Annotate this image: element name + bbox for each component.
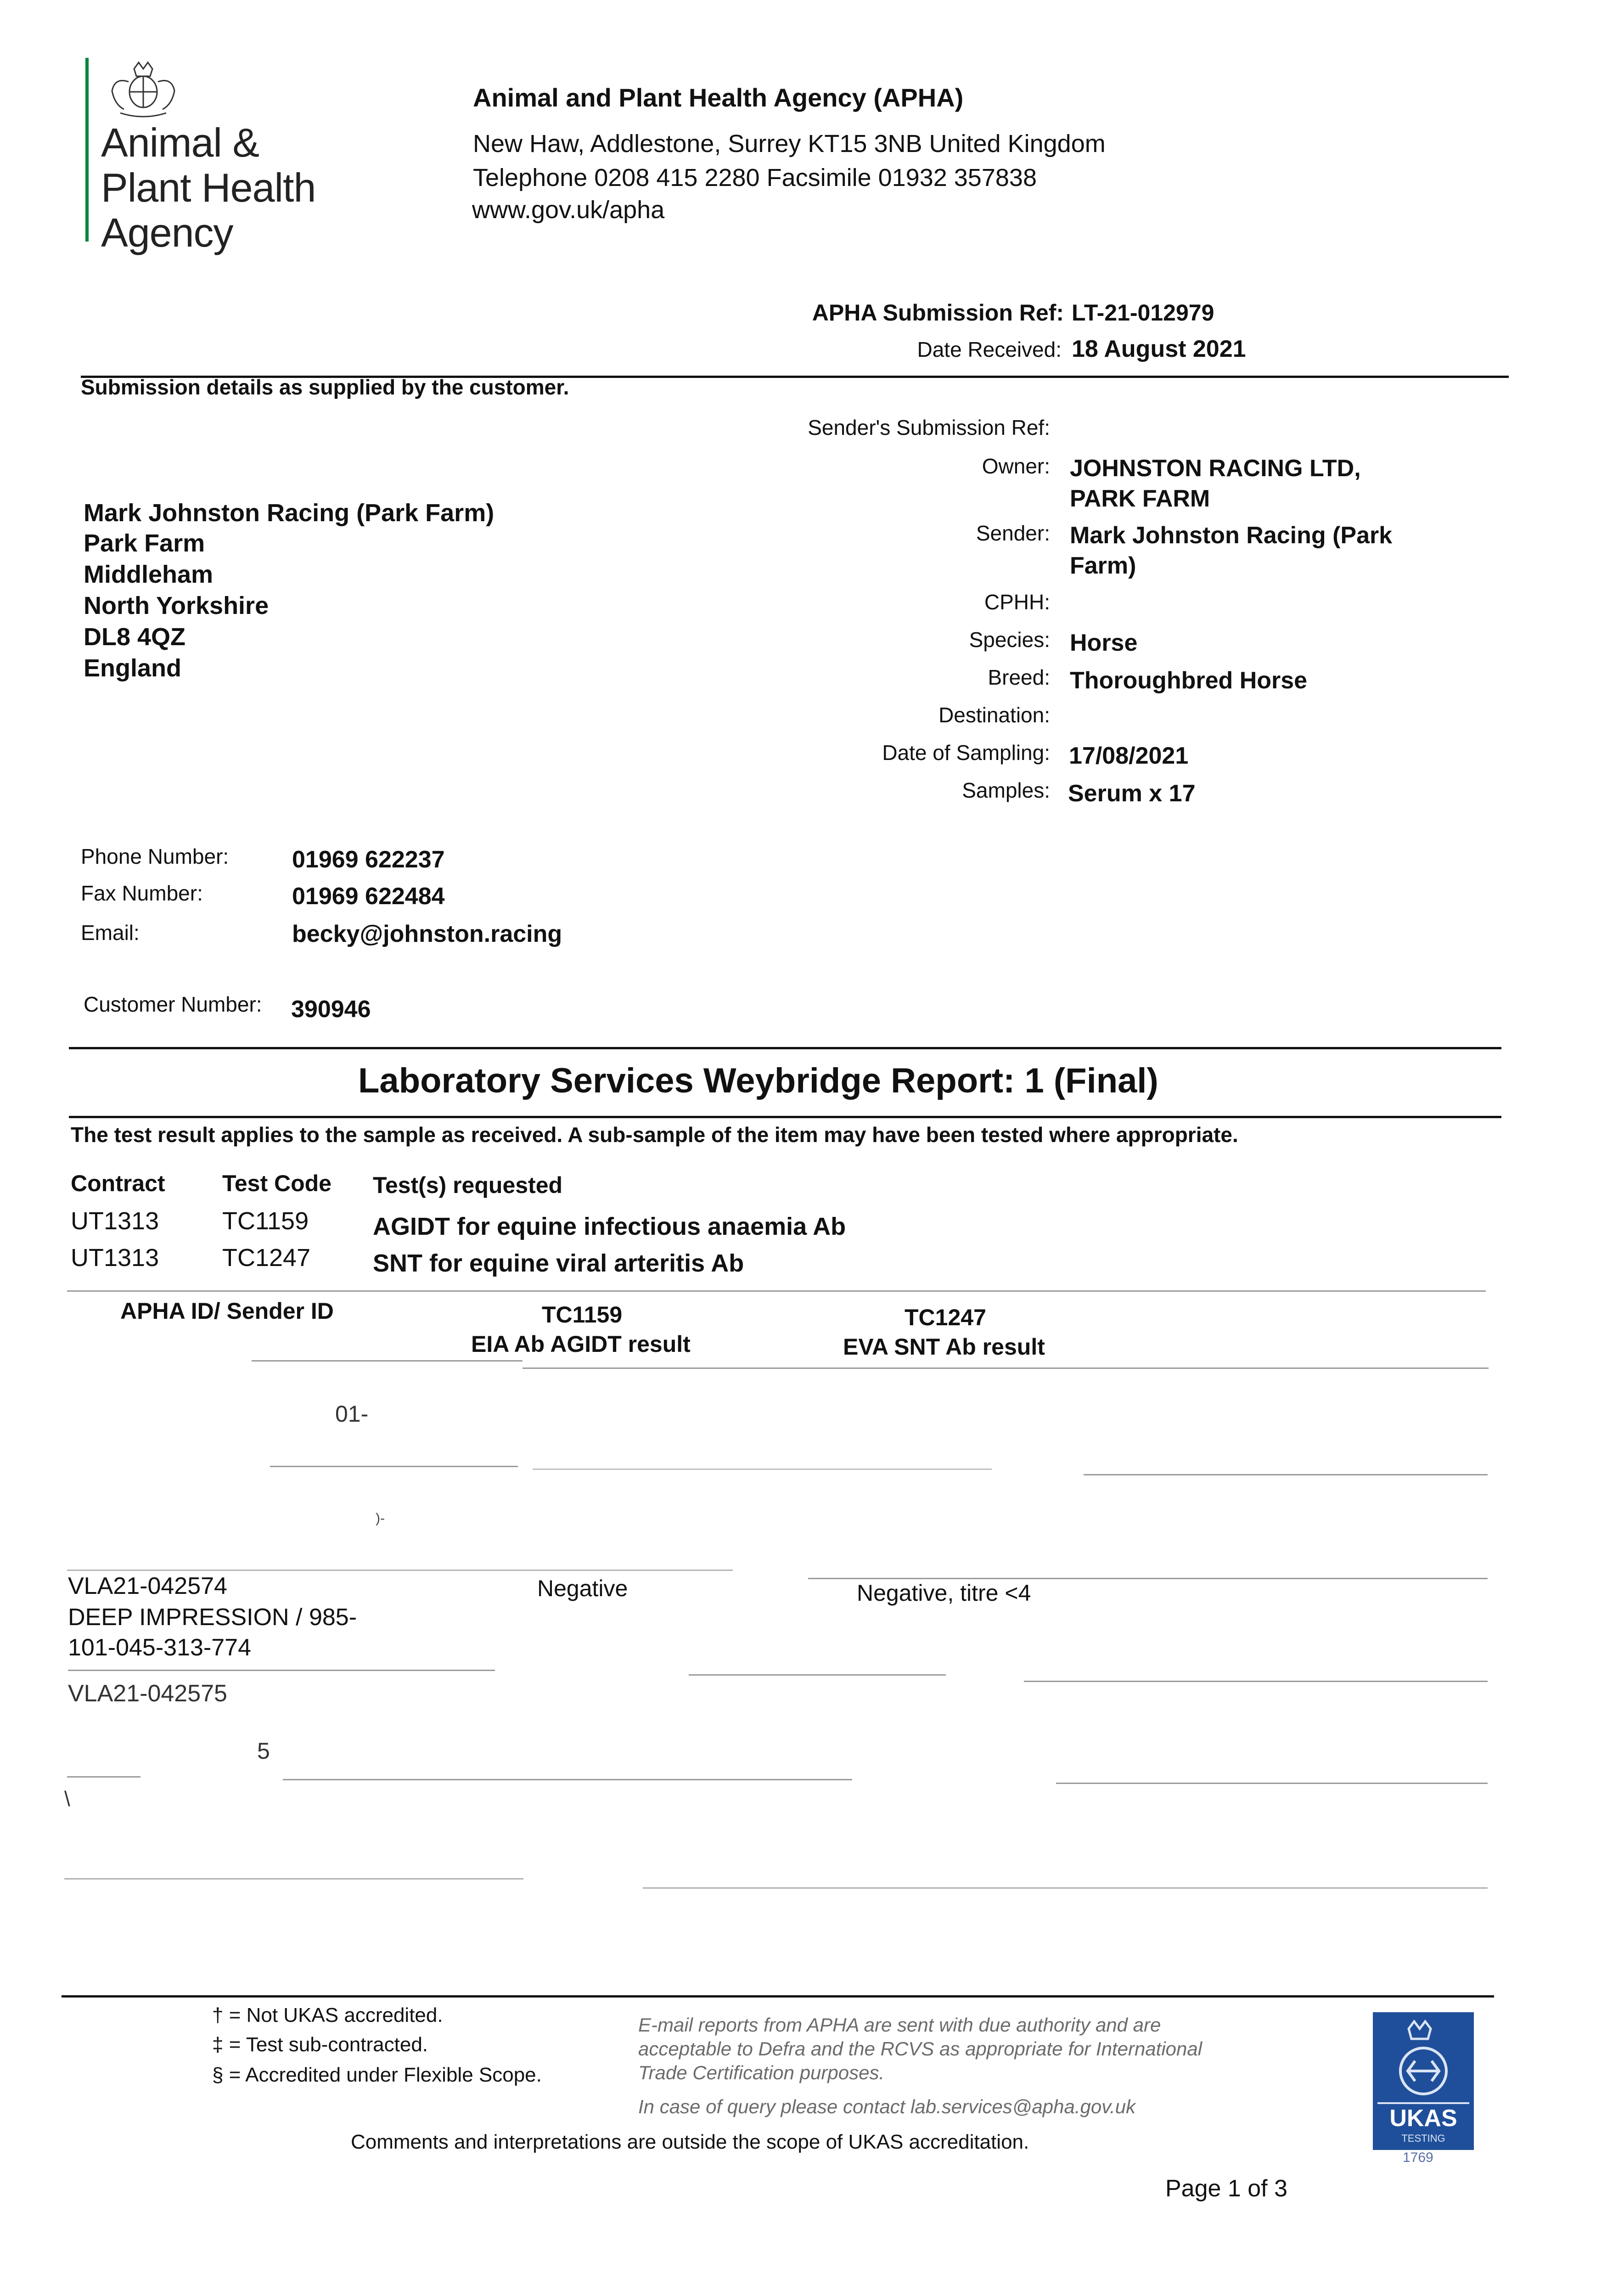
- test-code: TC1159: [222, 1207, 309, 1235]
- test-name: SNT for equine viral arteritis Ab: [373, 1249, 744, 1277]
- legend-sub-contracted: ‡ = Test sub-contracted.: [212, 2033, 428, 2056]
- agency-website: www.gov.uk/apha: [472, 196, 665, 224]
- footer-divider: [62, 1995, 1494, 1998]
- logo-line-3: Agency: [101, 210, 233, 255]
- redacted-row-fragment: \: [64, 1787, 70, 1811]
- test-code: TC1247: [222, 1244, 311, 1272]
- customer-address-line: Park Farm: [84, 529, 205, 557]
- fax-value: 01969 622484: [292, 883, 445, 910]
- customer-address-line: England: [84, 654, 181, 682]
- email-value[interactable]: becky@johnston.racing: [292, 921, 562, 947]
- sender-value-line1: Mark Johnston Racing (Park: [1070, 522, 1393, 549]
- agency-telephone: Telephone 0208 415 2280 Facsimile 01932 357838: [473, 164, 1037, 191]
- results-header-id: APHA ID/ Sender ID: [120, 1298, 334, 1324]
- row-rule: [68, 1670, 495, 1671]
- report-title: Laboratory Services Weybridge Report: 1 (Final): [358, 1061, 1158, 1100]
- results-header-tc1247-name: EVA SNT Ab result: [843, 1334, 1045, 1360]
- row-rule: [64, 1878, 523, 1880]
- row-rule: [808, 1578, 1488, 1579]
- submission-ref-label: APHA Submission Ref:: [812, 300, 1064, 326]
- redacted-row-fragment: VLA21-042575: [68, 1680, 227, 1707]
- logo-line-1: Animal &: [101, 120, 259, 165]
- fax-label: Fax Number:: [81, 881, 203, 905]
- customer-address-line: DL8 4QZ: [84, 623, 186, 651]
- customer-address-line: Middleham: [84, 561, 214, 588]
- species-label: Species:: [969, 628, 1050, 652]
- submission-ref-value: LT-21-012979: [1072, 300, 1214, 326]
- email-note-line3: Trade Certification purposes.: [638, 2062, 885, 2083]
- row-rule: [1056, 1783, 1488, 1784]
- row-rule: [270, 1466, 518, 1467]
- sampling-date-label: Date of Sampling:: [882, 741, 1050, 765]
- row-rule: [689, 1674, 946, 1676]
- svg-text:TESTING: TESTING: [1401, 2133, 1445, 2144]
- results-header-top-rule: [67, 1290, 1486, 1292]
- cphh-label: CPHH:: [984, 590, 1050, 614]
- date-received-value: 18 August 2021: [1072, 336, 1246, 362]
- phone-value: 01969 622237: [292, 846, 445, 873]
- results-header-tc1159-code: TC1159: [542, 1302, 623, 1328]
- tests-header-contract: Contract: [71, 1171, 165, 1196]
- phone-label: Phone Number:: [81, 844, 229, 868]
- logo-accent-bar: [85, 58, 89, 242]
- row-rule: [533, 1469, 992, 1470]
- report-disclaimer: The test result applies to the sample as received. A sub-sample of the item may have been tested where appropriate.: [71, 1123, 1238, 1147]
- royal-crest-icon: [102, 59, 180, 118]
- species-value: Horse: [1070, 630, 1138, 656]
- redacted-row-fragment: 5: [257, 1738, 270, 1764]
- legend-flexible-scope: § = Accredited under Flexible Scope.: [212, 2064, 542, 2086]
- sender-value-line2: Farm): [1070, 552, 1136, 579]
- legend-not-ukas: † = Not UKAS accredited.: [212, 2004, 443, 2026]
- owner-value-line2: PARK FARM: [1070, 485, 1210, 512]
- customer-address-line: Mark Johnston Racing (Park Farm): [84, 499, 495, 527]
- customer-number-label: Customer Number:: [84, 992, 262, 1016]
- result-eva-value: Negative, titre <4: [857, 1580, 1031, 1606]
- report-bottom-divider: [69, 1116, 1501, 1118]
- breed-value: Thoroughbred Horse: [1070, 667, 1308, 694]
- row-rule: [67, 1570, 733, 1571]
- tests-header-code: Test Code: [222, 1171, 332, 1196]
- row-rule: [643, 1887, 1488, 1889]
- sampling-date-value: 17/08/2021: [1069, 743, 1189, 769]
- agency-name: Animal and Plant Health Agency (APHA): [473, 83, 964, 112]
- customer-number-value: 390946: [291, 996, 371, 1023]
- result-eia-value: Negative: [537, 1576, 628, 1601]
- row-rule: [1024, 1681, 1488, 1682]
- row-rule: [1084, 1474, 1488, 1475]
- test-contract: UT1313: [71, 1207, 159, 1235]
- result-sample-id: VLA21-042574: [68, 1573, 227, 1599]
- samples-label: Samples:: [962, 778, 1050, 802]
- results-header-rule: [252, 1360, 523, 1362]
- logo-line-2: Plant Health: [101, 165, 316, 210]
- redacted-row-fragment: )-: [376, 1511, 385, 1526]
- agency-address: New Haw, Addlestone, Surrey KT15 3NB United Kingdom: [473, 130, 1106, 158]
- row-rule: [67, 1776, 140, 1778]
- breed-label: Breed:: [988, 665, 1050, 689]
- senders-ref-label: Sender's Submission Ref:: [808, 416, 1050, 439]
- ukas-comments-note: Comments and interpretations are outside the scope of UKAS accreditation.: [351, 2131, 1029, 2153]
- row-rule: [283, 1779, 852, 1780]
- date-received-label: Date Received:: [917, 338, 1062, 361]
- results-header-tc1247-code: TC1247: [905, 1305, 986, 1330]
- ukas-accreditation-icon: [1373, 2012, 1474, 2150]
- results-header-tc1159-name: EIA Ab AGIDT result: [471, 1331, 691, 1357]
- report-top-divider: [69, 1047, 1501, 1049]
- test-contract: UT1313: [71, 1244, 159, 1272]
- samples-value: Serum x 17: [1068, 780, 1196, 807]
- submission-heading: Submission details as supplied by the customer.: [81, 375, 569, 399]
- svg-text:UKAS: UKAS: [1389, 2105, 1457, 2132]
- email-note-line2: acceptable to Defra and the RCVS as appropriate for International: [638, 2038, 1203, 2060]
- email-label: Email:: [81, 921, 140, 945]
- sender-label: Sender:: [976, 521, 1050, 545]
- test-name: AGIDT for equine infectious anaemia Ab: [373, 1213, 846, 1240]
- customer-address-line: North Yorkshire: [84, 592, 269, 619]
- tests-header-requested: Test(s) requested: [373, 1172, 563, 1198]
- result-sender-id-cont: 101-045-313-774: [68, 1634, 251, 1661]
- email-note-line1: E-mail reports from APHA are sent with due authority and are: [638, 2014, 1161, 2036]
- owner-value-line1: JOHNSTON RACING LTD,: [1070, 455, 1361, 482]
- results-header-rule: [523, 1367, 1489, 1369]
- destination-label: Destination:: [938, 703, 1050, 727]
- query-note: In case of query please contact lab.services@apha.gov.uk: [638, 2096, 1136, 2117]
- owner-label: Owner:: [982, 454, 1050, 478]
- page-number: Page 1 of 3: [1165, 2175, 1287, 2202]
- redacted-row-fragment: 01-: [335, 1401, 369, 1427]
- ukas-number: 1769: [1403, 2150, 1433, 2165]
- result-sender-id: DEEP IMPRESSION / 985-: [68, 1604, 357, 1631]
